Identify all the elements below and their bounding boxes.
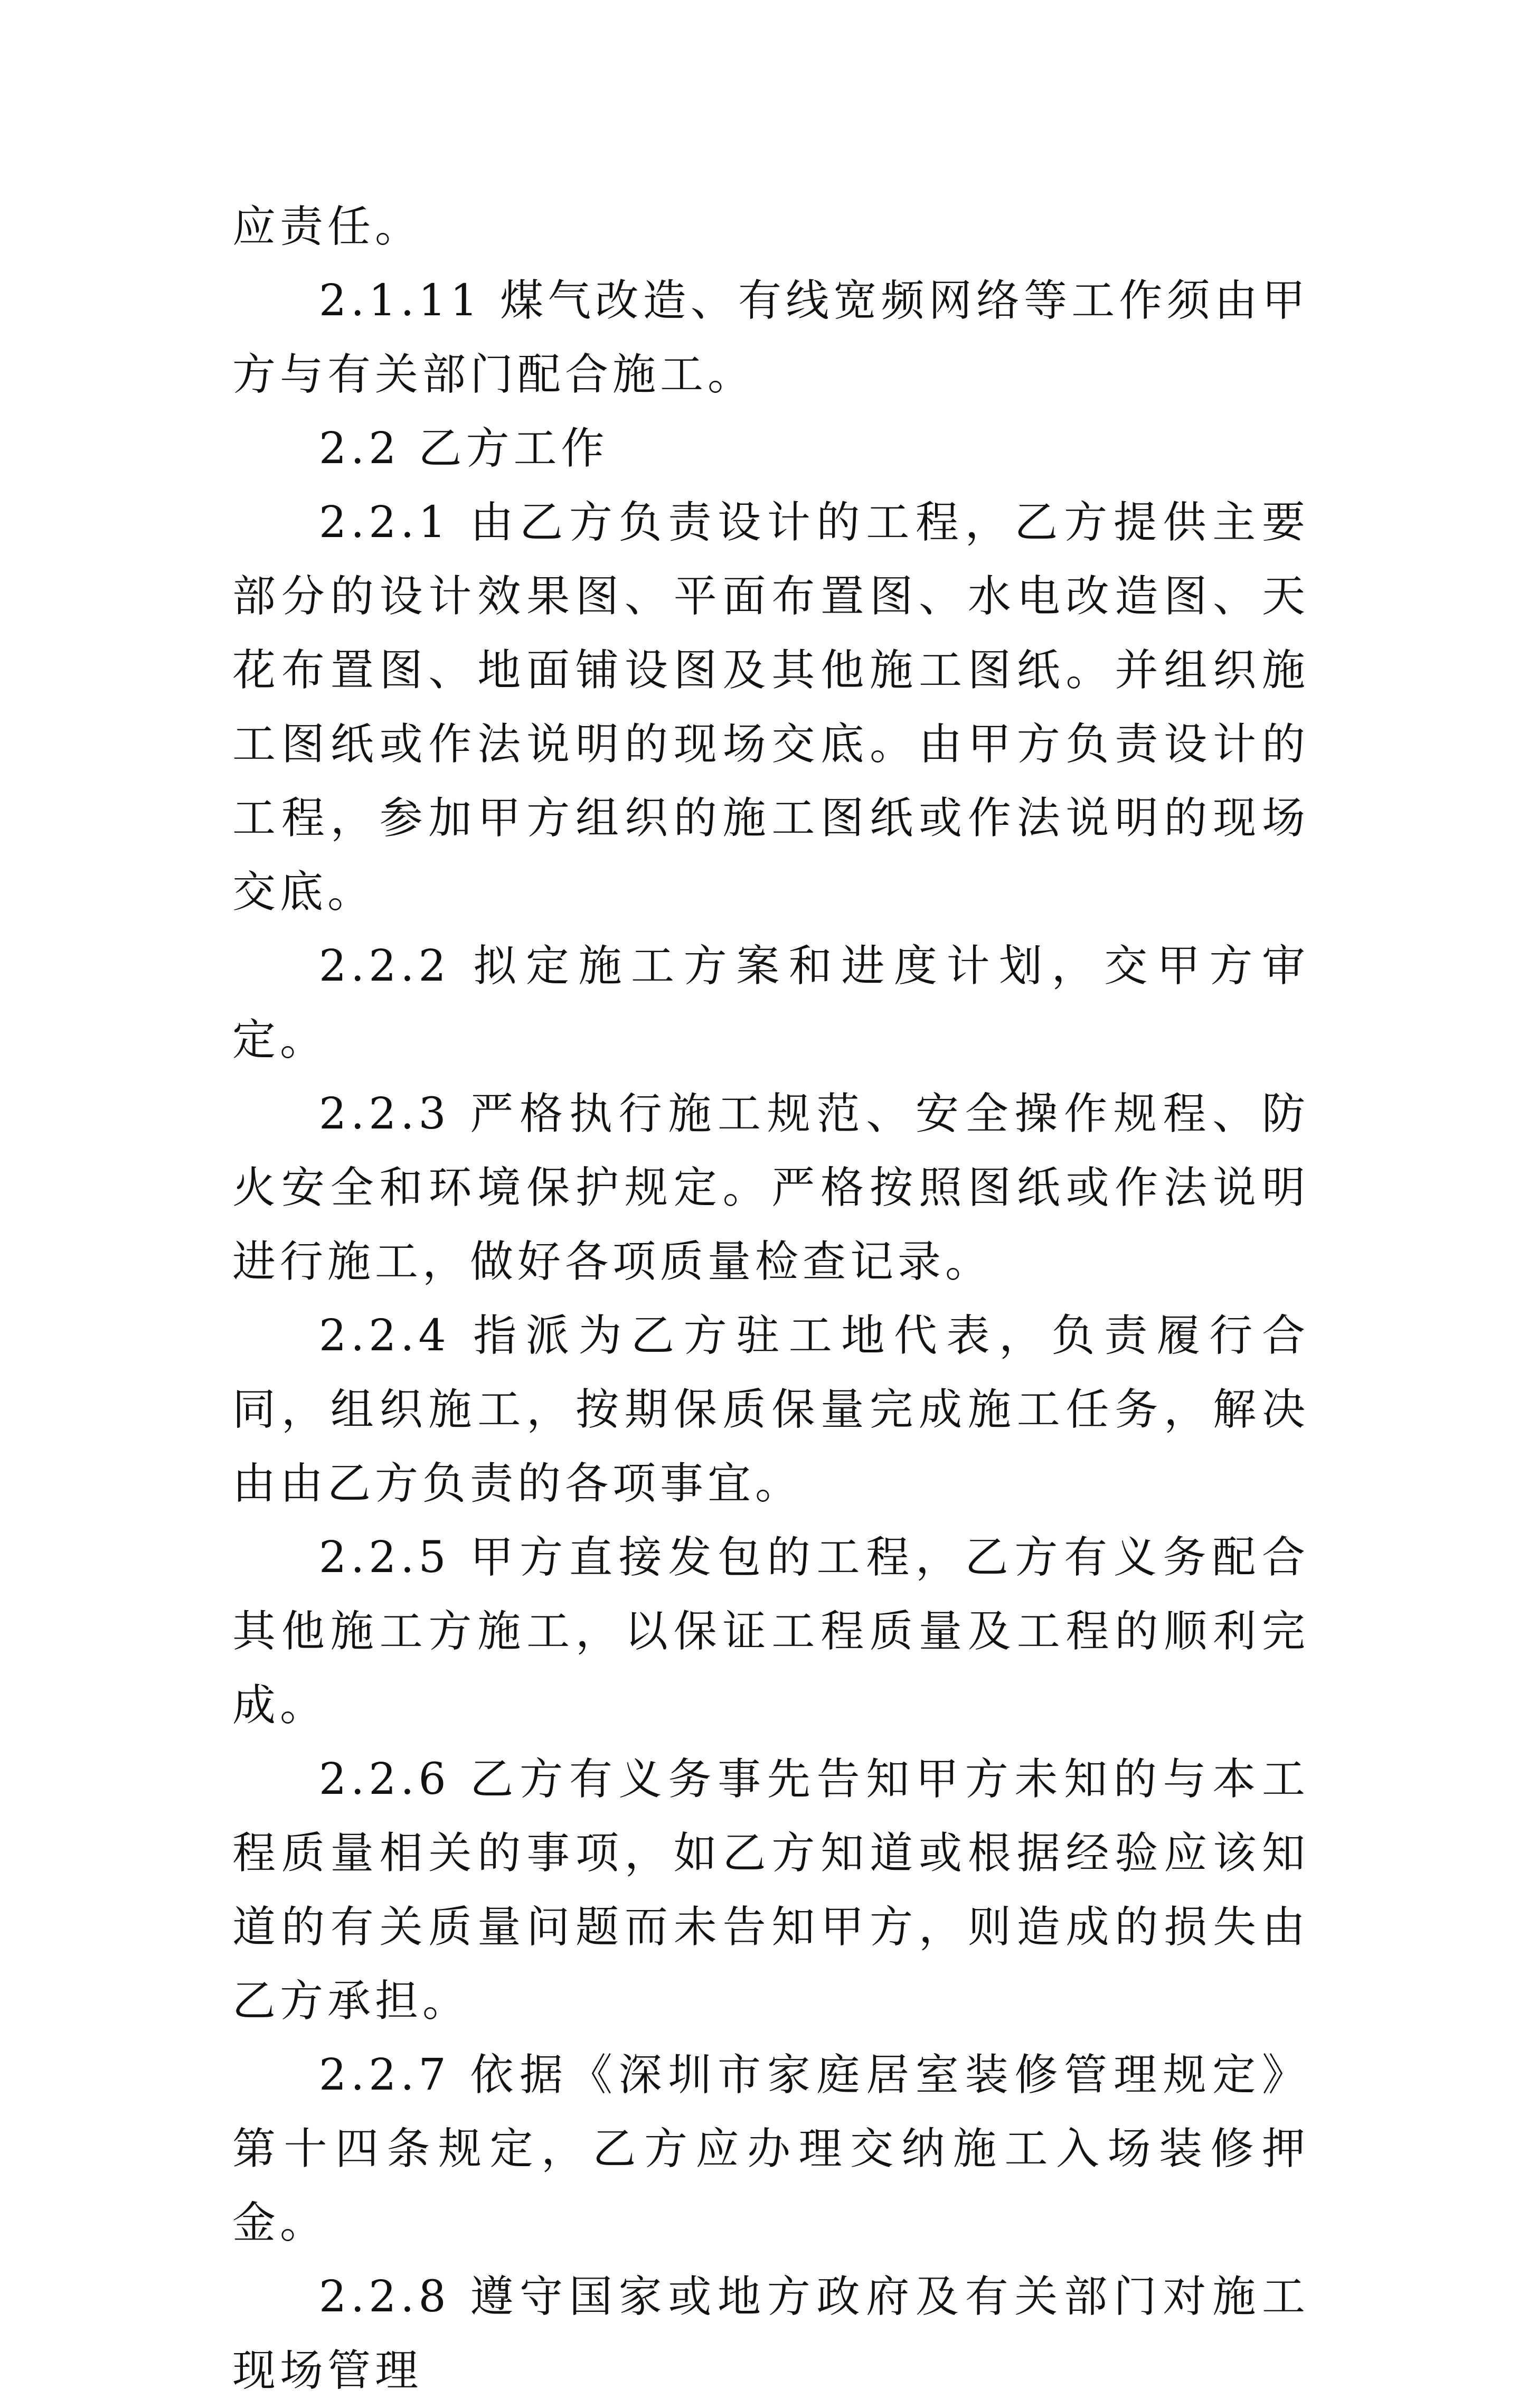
document-body xyxy=(232,190,1309,2408)
clause-2-2-4: 2.2.4 指派为乙方驻工地代表，负责履行合同，组织施工，按期保质保量完成施工任务，解决由由乙方负责的各项事宜。 xyxy=(232,1311,1309,1509)
clause-2-2-1: 2.2.1 由乙方负责设计的工程，乙方提供主要部分的设计效果图、平面布置图、水电改造图、天花布置图、地面铺设图及其他施工图纸。并组织施工图纸或作法说明的现场交底。由甲方负责设计的工程，参加甲方组织的施工图纸或作法说明的现场交底。 xyxy=(232,497,1309,917)
section-heading-2-2: 2.2 乙方工作 xyxy=(319,424,609,474)
clause-2-2-6: 2.2.6 乙方有义务事先告知甲方未知的与本工程质量相关的事项，如乙方知道或根据经验应该知道的有关质量问题而未告知甲方，则造成的损失由乙方承担。 xyxy=(232,1754,1309,2026)
clause-2-2-2: 2.2.2 拟定施工方案和进度计划，交甲方审定。 xyxy=(232,941,1309,1065)
paragraph-continuation: 应责任。 xyxy=(232,202,423,252)
clause-2-2-8: 2.2.8 遵守国家或地方政府及有关部门对施工现场管理 xyxy=(232,2272,1309,2396)
clause-2-2-7: 2.2.7 依据《深圳市家庭居室装修管理规定》第十四条规定，乙方应办理交纳施工入场装修押金。 xyxy=(232,2050,1309,2248)
clause-2-2-3: 2.2.3 严格执行施工规范、安全操作规程、防火安全和环境保护规定。严格按照图纸或作法说明进行施工，做好各项质量检查记录。 xyxy=(232,1089,1309,1287)
clause-2-1-11: 2.1.11 煤气改造、有线宽频网络等工作须由甲方与有关部门配合施工。 xyxy=(232,276,1309,400)
clause-2-2-5: 2.2.5 甲方直接发包的工程，乙方有义务配合其他施工方施工，以保证工程质量及工程的顺利完成。 xyxy=(232,1532,1309,1730)
